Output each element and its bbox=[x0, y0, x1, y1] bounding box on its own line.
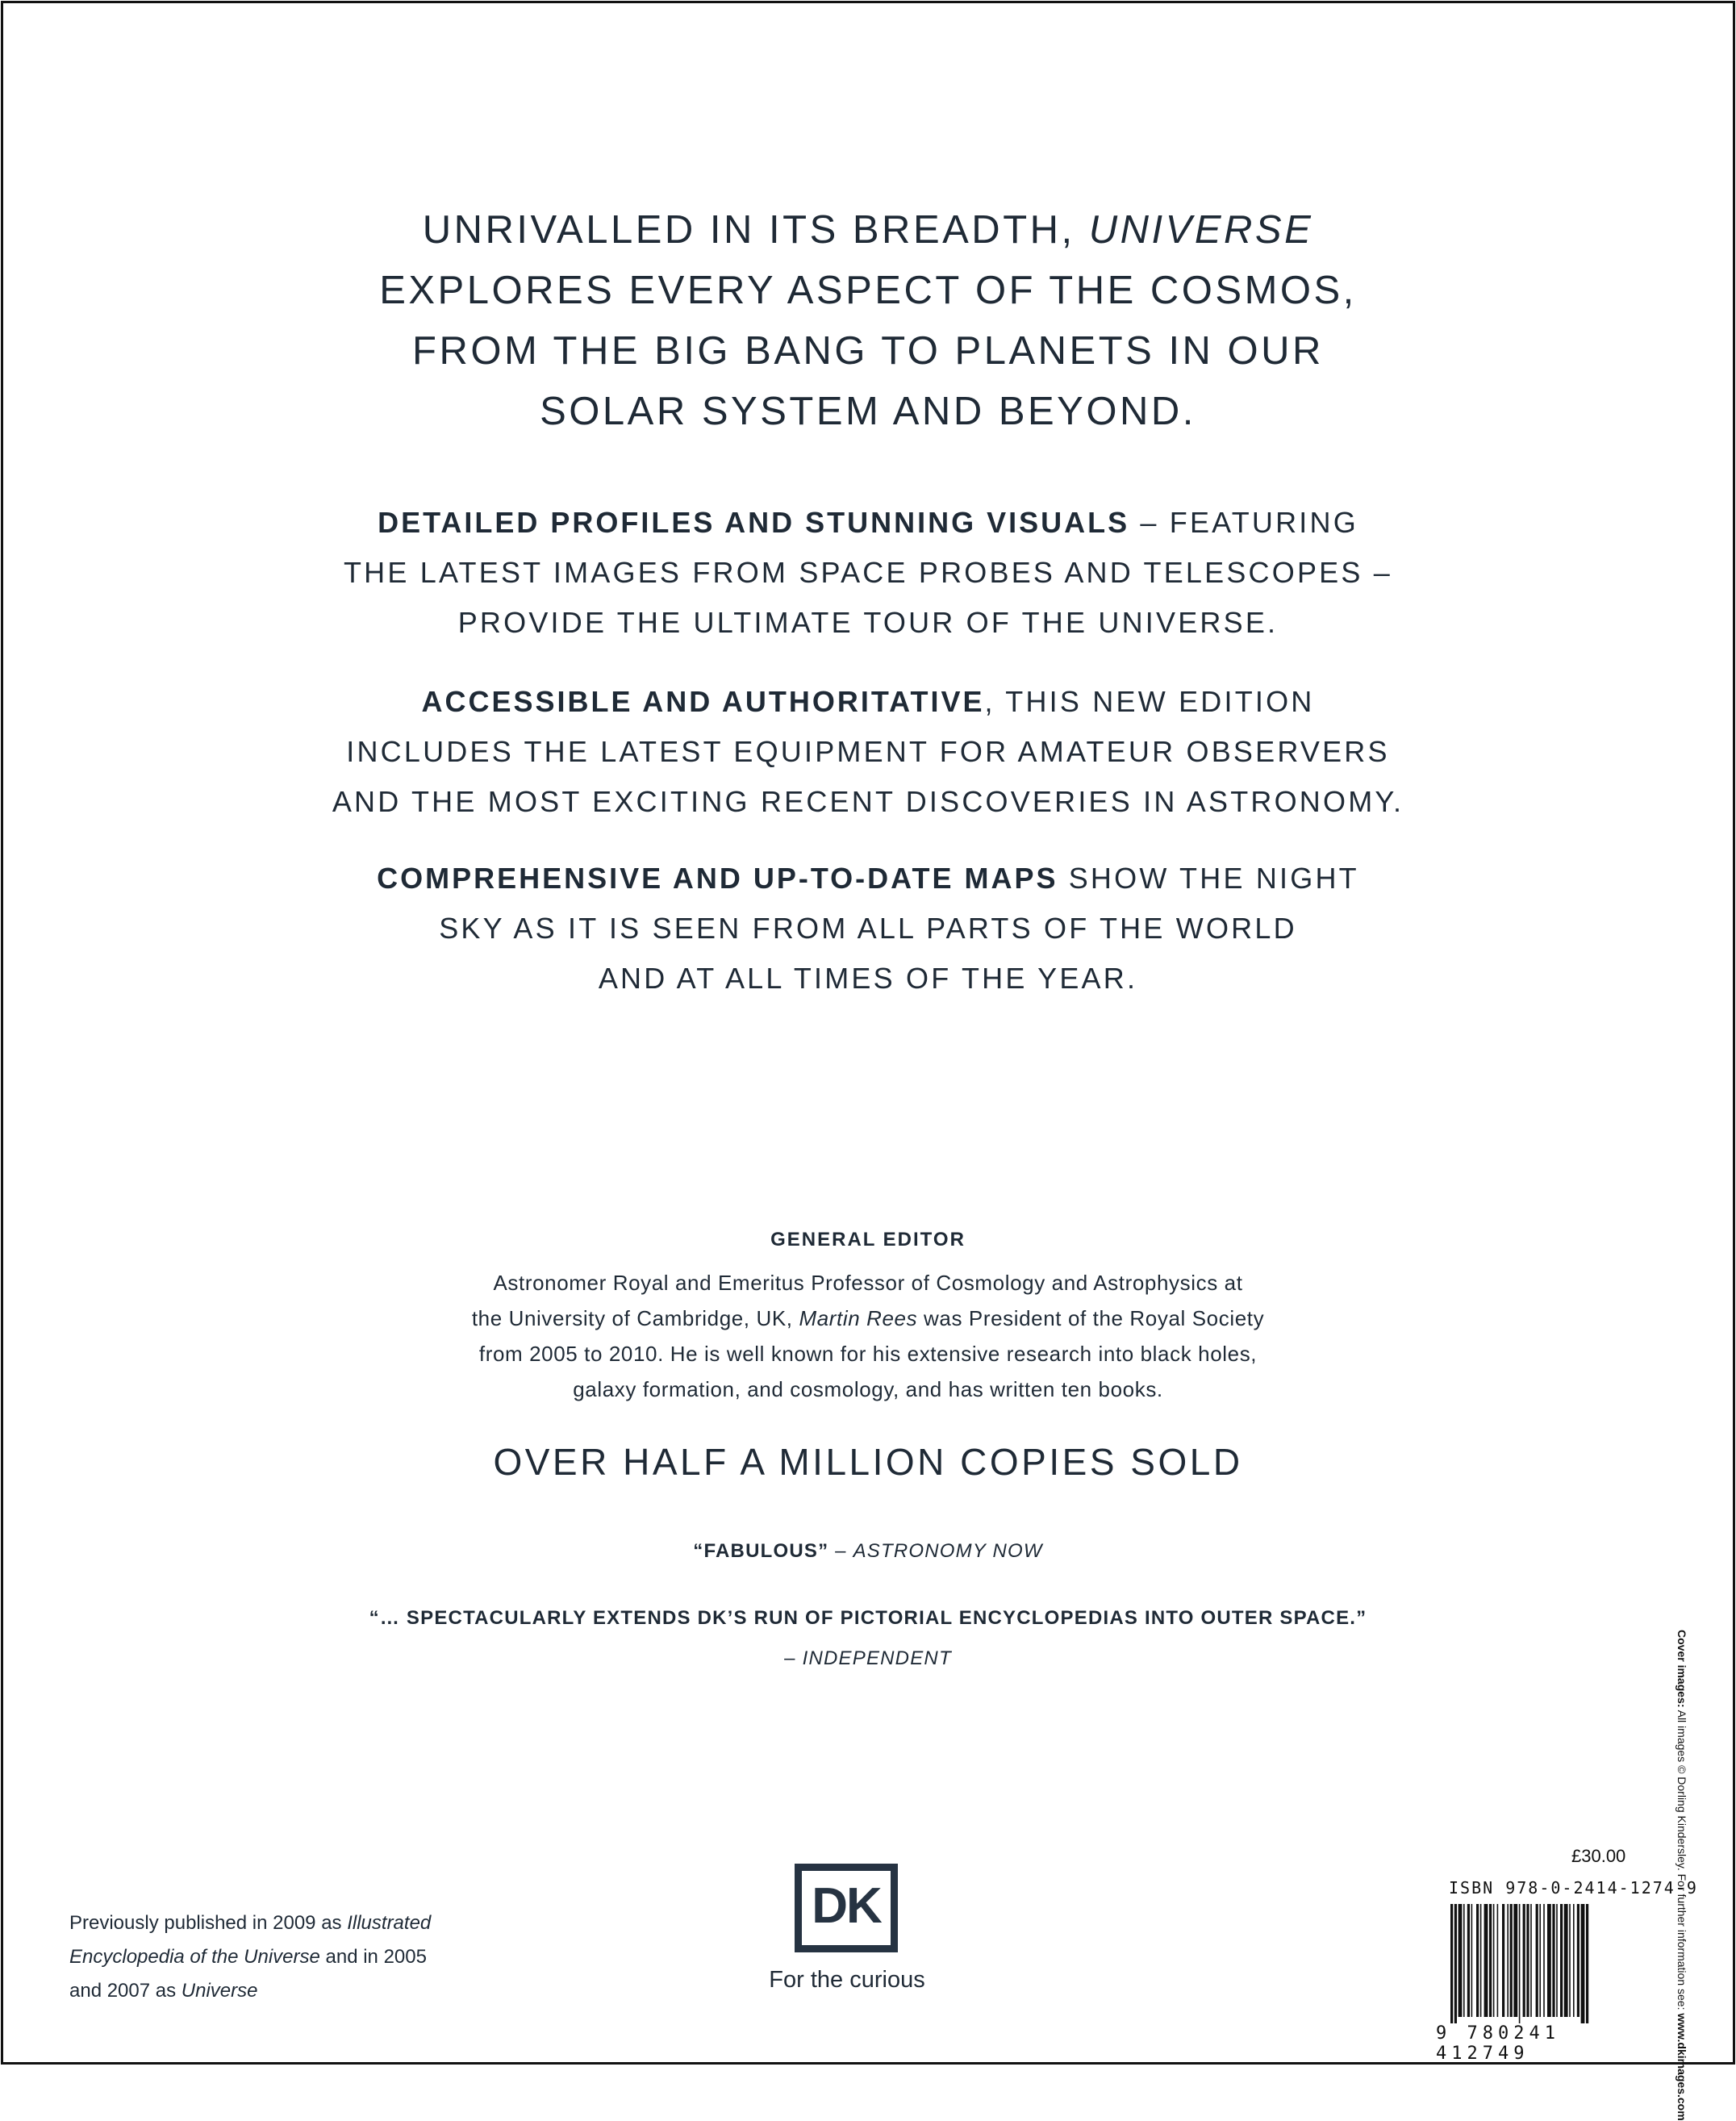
barcode-bar bbox=[1543, 1904, 1545, 2017]
barcode-bar bbox=[1458, 1904, 1463, 2017]
dk-logo-mark: DK bbox=[812, 1878, 881, 1934]
barcode-bar bbox=[1586, 1904, 1588, 2023]
barcode-bar bbox=[1467, 1904, 1470, 2017]
barcode-bar bbox=[1513, 1904, 1517, 2017]
barcode-bar bbox=[1569, 1904, 1571, 2017]
barcode bbox=[1449, 1904, 1634, 2023]
isbn-label: ISBN 978-0-2414-1274-9 bbox=[1449, 1878, 1698, 1898]
feature-paragraph-visuals: DETAILED PROFILES AND STUNNING VISUALS – FEATURING THE LATEST IMAGES FROM SPACE PROBES AND TELESCOPES – PROVIDE THE ULTIMATE TOUR OF THE UNIVERSE. bbox=[343, 506, 1393, 639]
barcode-bar bbox=[1463, 1904, 1465, 2017]
headline-line-3: FROM THE BIG BANG TO PLANETS IN OUR bbox=[412, 329, 1324, 373]
barcode-bar bbox=[1471, 1904, 1473, 2017]
barcode-bar bbox=[1484, 1904, 1488, 2017]
barcode-bar bbox=[1493, 1904, 1495, 2017]
barcode-bar bbox=[1454, 1904, 1457, 2023]
barcode-bar bbox=[1519, 1904, 1521, 2023]
barcode-bar bbox=[1536, 1904, 1538, 2017]
barcode-bar bbox=[1497, 1904, 1499, 2017]
review-quote-astronomy-now: “FABULOUS” – ASTRONOMY NOW bbox=[693, 1540, 1043, 1562]
barcode-bar bbox=[1523, 1904, 1525, 2017]
editor-bio: Astronomer Royal and Emeritus Professor of Cosmology and Astrophysics at the University of Cambridge, UK, Martin Rees was President of the Royal Society from 2005 to 2010. He is well known for his extensive research into black holes, galaxy formation, and cosmology, and has written ten books. bbox=[471, 1271, 1265, 1401]
barcode-digits: 9 780241 412749 bbox=[1436, 2023, 1560, 2064]
review-quote-independent: “… SPECTACULARLY EXTENDS DK’S RUN OF PICTORIAL ENCYCLOPEDIAS INTO OUTER SPACE.” – INDEPENDENT bbox=[369, 1607, 1367, 1669]
dk-logo bbox=[795, 1864, 898, 1952]
headline-line-2: EXPLORES EVERY ASPECT OF THE COSMOS, bbox=[379, 269, 1357, 312]
barcode-bar bbox=[1573, 1904, 1575, 2017]
cover-credit: Cover images: All images © Dorling Kindersley. For further information see: www.dkimages.com bbox=[1675, 1630, 1688, 2121]
barcode-bar bbox=[1526, 1904, 1529, 2017]
headline bbox=[0, 200, 1736, 442]
headline-line-4: SOLAR SYSTEM AND BEYOND. bbox=[540, 390, 1196, 433]
feature-paragraph-maps: COMPREHENSIVE AND UP-TO-DATE MAPS SHOW THE NIGHT SKY AS IT IS SEEN FROM ALL PARTS OF THE WORLD AND AT ALL TIMES OF THE YEAR. bbox=[377, 862, 1359, 995]
copies-sold-banner: OVER HALF A MILLION COPIES SOLD bbox=[493, 1441, 1243, 1483]
barcode-bar bbox=[1510, 1904, 1513, 2017]
dk-tagline: For the curious bbox=[769, 1967, 925, 1993]
barcode-bar bbox=[1556, 1904, 1558, 2017]
barcode-bar bbox=[1530, 1904, 1532, 2017]
barcode-bar bbox=[1539, 1904, 1541, 2017]
barcode-bar bbox=[1450, 1904, 1453, 2023]
feature-paragraph-edition: ACCESSIBLE AND AUTHORITATIVE, THIS NEW EDITION INCLUDES THE LATEST EQUIPMENT FOR AMATEUR OBSERVERS AND THE MOST EXCITING RECENT DISCOVERIES IN ASTRONOMY. bbox=[332, 685, 1404, 818]
barcode-bar bbox=[1564, 1904, 1568, 2017]
price-label: £30.00 bbox=[1571, 1846, 1626, 1866]
barcode-bar bbox=[1547, 1904, 1551, 2017]
editor-title: GENERAL EDITOR bbox=[770, 1229, 966, 1250]
headline-line-1: UNRIVALLED IN ITS BREADTH, UNIVERSE bbox=[422, 208, 1314, 252]
barcode-bar bbox=[1502, 1904, 1504, 2017]
barcode-bar bbox=[1480, 1904, 1482, 2017]
barcode-bar bbox=[1552, 1904, 1554, 2017]
barcode-bar bbox=[1577, 1904, 1580, 2017]
barcode-bar bbox=[1489, 1904, 1492, 2017]
previously-published-note: Previously published in 2009 as Illustrated Encyclopedia of the Universe and in 2005 and 2007 as Universe bbox=[69, 1912, 432, 2002]
barcode-bar bbox=[1476, 1904, 1479, 2017]
barcode-bar bbox=[1581, 1904, 1585, 2023]
barcode-bar bbox=[1560, 1904, 1563, 2017]
barcode-bar bbox=[1507, 1904, 1509, 2017]
